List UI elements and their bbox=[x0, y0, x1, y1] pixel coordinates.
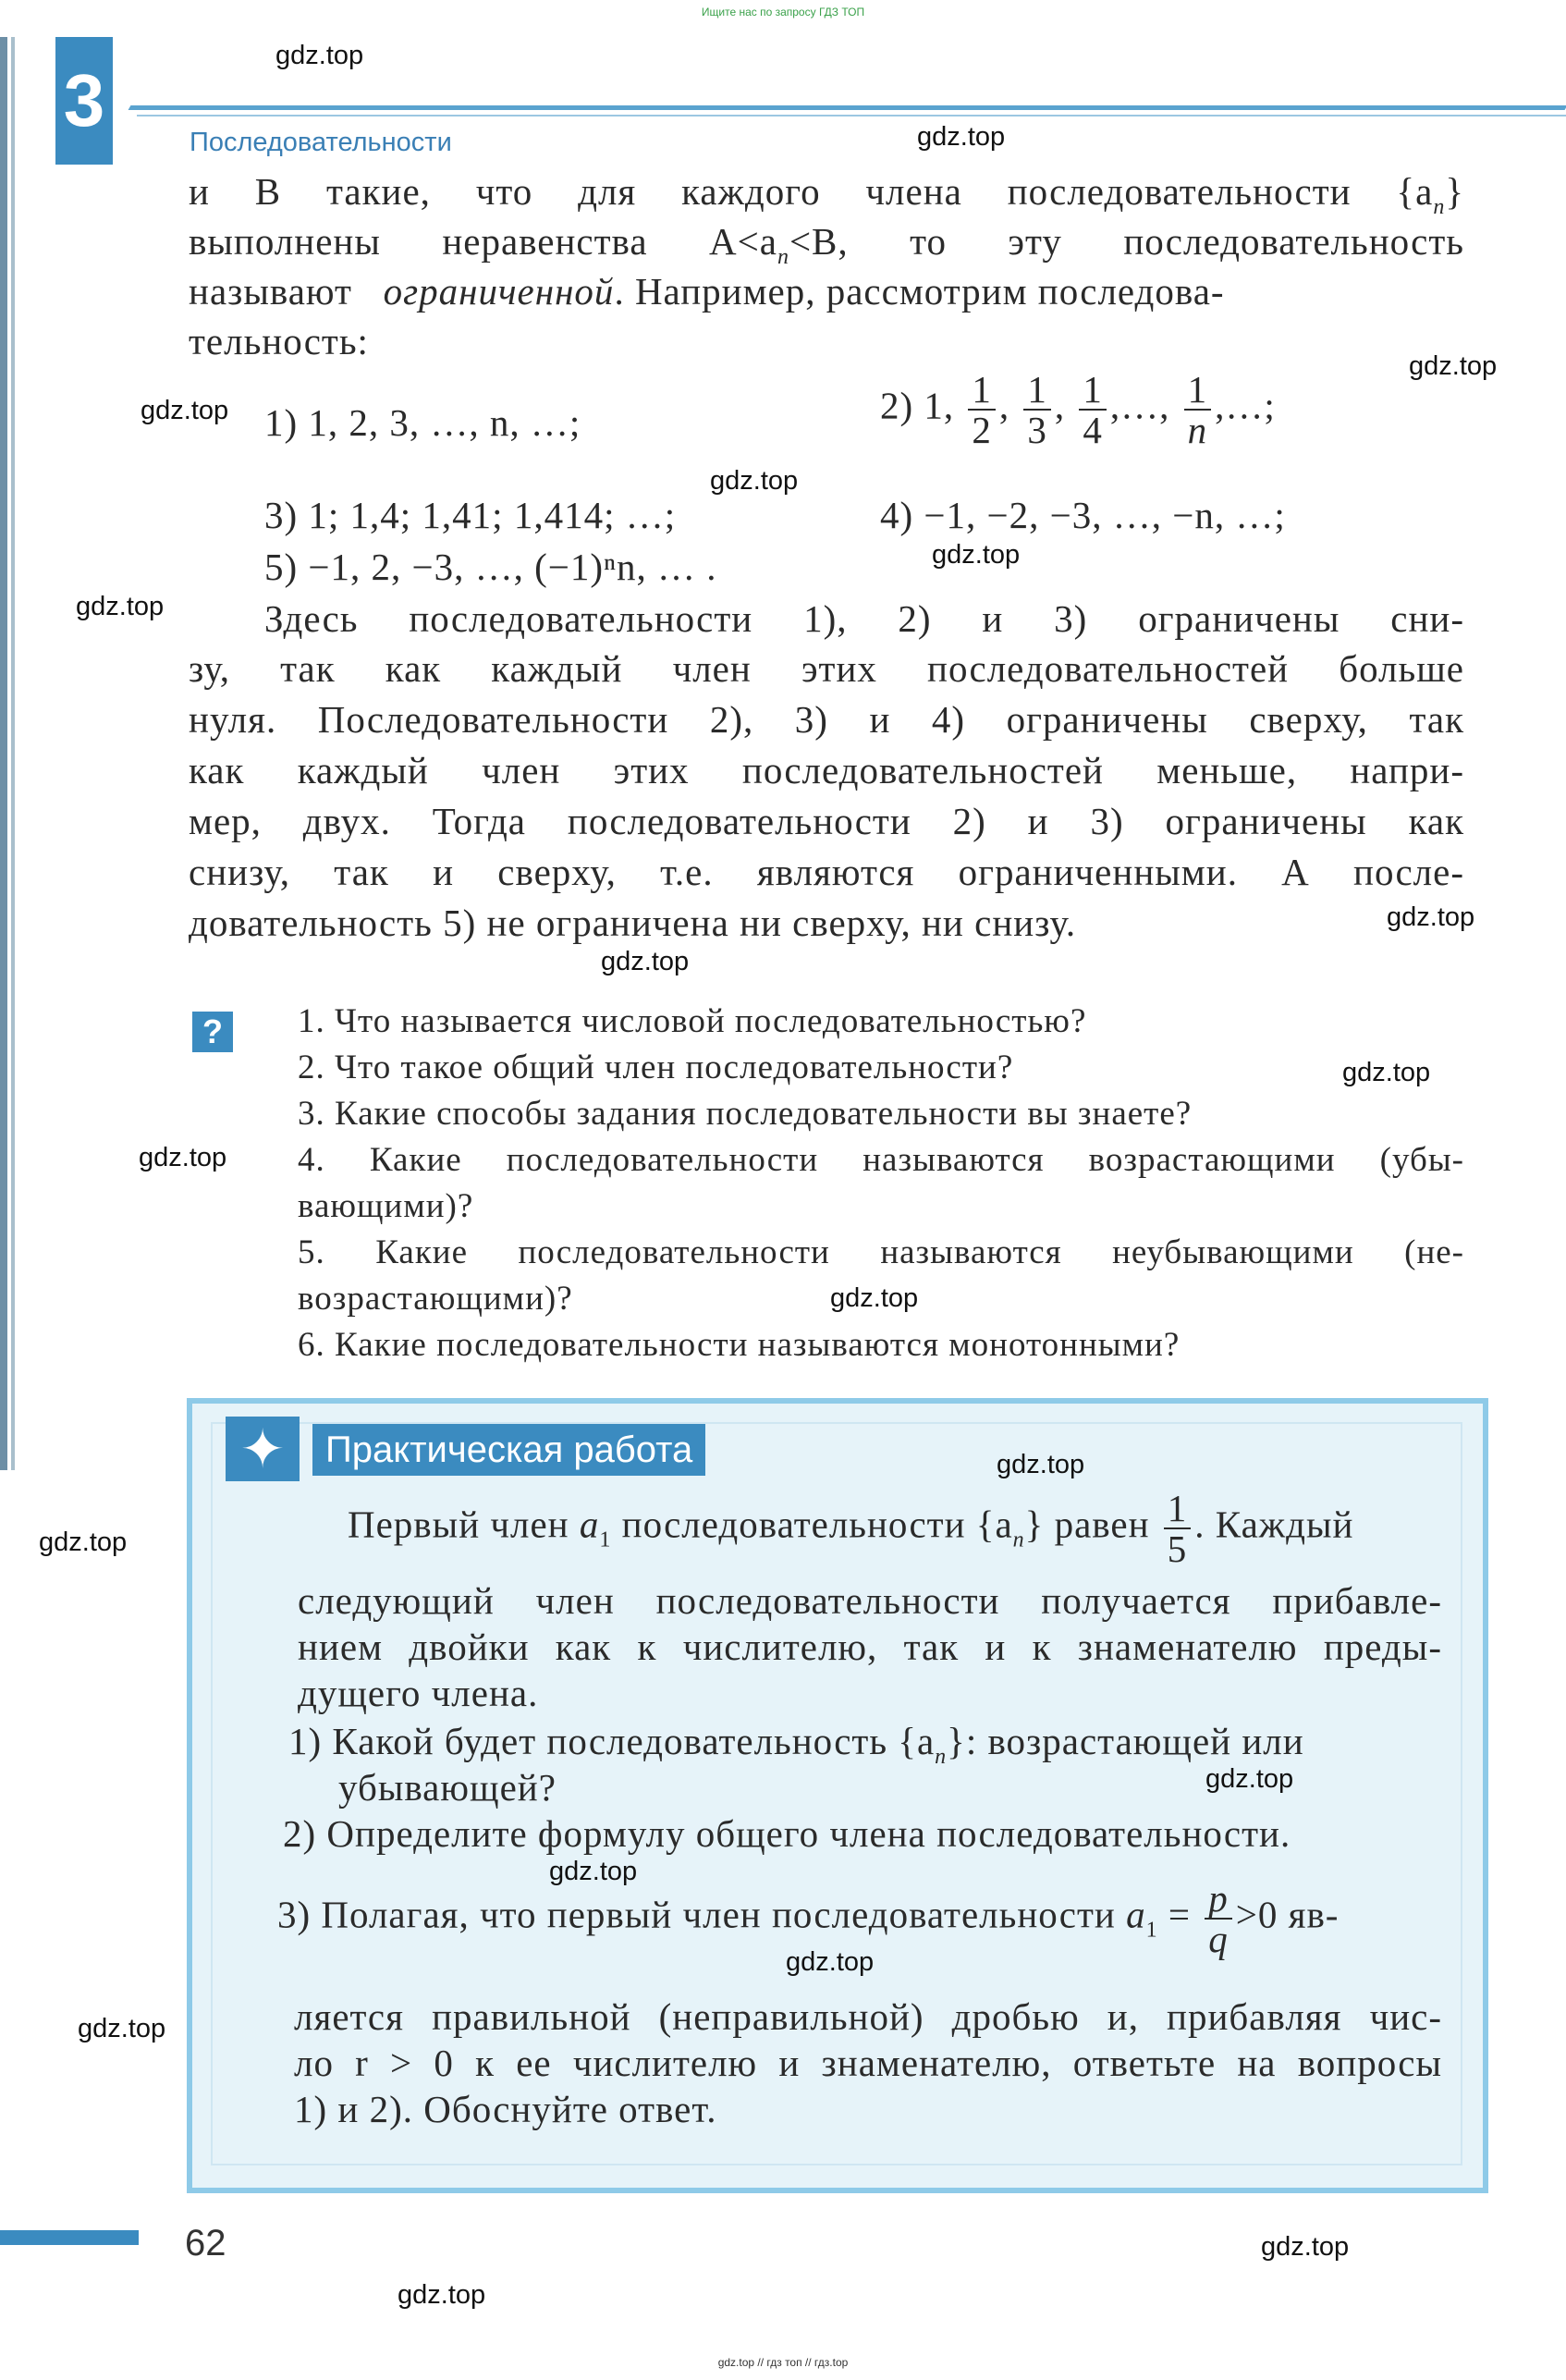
watermark: gdz.top bbox=[78, 2014, 166, 2043]
watermark: gdz.top bbox=[601, 947, 690, 976]
watermark: gdz.top bbox=[139, 1143, 227, 1172]
watermark: gdz.top bbox=[1387, 902, 1475, 932]
watermark: gdz.top bbox=[1205, 1764, 1294, 1794]
body-line-1: Здесь последовательности 1), 2) и 3) ограничены сни- bbox=[264, 597, 1464, 640]
intro-line-2: выполнены неравенства $A<a_n<B$, то эту последовательность bbox=[189, 220, 1464, 269]
watermark: gdz.top bbox=[398, 2280, 486, 2310]
chapter-number: 3 bbox=[55, 37, 113, 165]
watermark: gdz.top bbox=[39, 1527, 128, 1557]
example-3: 3) 1; 1,4; 1,41; 1,414; …; bbox=[264, 494, 677, 536]
question-5: 5. Какие последовательности называются неубывающими (не- bbox=[298, 1233, 1464, 1271]
top-banner: Ищите нас по запросу ГДЗ ТОП bbox=[701, 6, 865, 18]
body-line-6: снизу, так и сверху, т.е. являются ограниченными. А после- bbox=[189, 851, 1464, 893]
question-icon: ? bbox=[192, 1012, 233, 1052]
intro-line-1: и B такие, что для каждого члена последовательности $\{a_n\}$ bbox=[189, 170, 1464, 219]
page-number: 62 bbox=[185, 2223, 226, 2263]
left-margin-bar bbox=[0, 37, 7, 1470]
practice-question-3-line-4: 1) и 2). Обоснуйте ответ. bbox=[294, 2088, 717, 2130]
practice-line-3: нием двойки как к числителю, так и к знаменателю преды- bbox=[298, 1626, 1442, 1668]
header-rule bbox=[128, 105, 1566, 110]
bottom-footer: gdz.top // гдз топ // гдз.top bbox=[717, 2356, 849, 2369]
body-line-7: довательность 5) не ограничена ни сверху, ни снизу. bbox=[189, 902, 1077, 944]
body-line-3: нуля. Последовательности 2), 3) и 4) ограничены сверху, так bbox=[189, 698, 1464, 741]
watermark: gdz.top bbox=[917, 122, 1006, 152]
practice-line-2: следующий член последовательности получается прибавле- bbox=[298, 1579, 1442, 1622]
question-4-cont: вающими)? bbox=[298, 1187, 474, 1225]
watermark: gdz.top bbox=[710, 466, 799, 496]
practice-title: Практическая работа bbox=[312, 1424, 705, 1476]
watermark: gdz.top bbox=[549, 1857, 638, 1886]
practice-question-3-line-2: ляется правильной (неправильной) дробью и, прибавляя чис- bbox=[294, 1995, 1442, 2038]
header-rule-thin bbox=[137, 115, 1566, 117]
watermark: gdz.top bbox=[141, 396, 229, 425]
watermark: gdz.top bbox=[830, 1283, 919, 1313]
watermark: gdz.top bbox=[1409, 351, 1498, 381]
practice-question-3-line-3: ло r > 0 к ее числителю и знаменателю, ответьте на вопросы bbox=[294, 2042, 1442, 2084]
question-5-cont: возрастающими)? bbox=[298, 1280, 573, 1318]
practice-question-3: 3) Полагая, что первый член последовательности $a_1$ = $\frac{p}{q}$ >0 яв- bbox=[277, 1877, 1340, 1960]
question-3: 3. Какие способы задания последовательности вы знаете? bbox=[298, 1095, 1193, 1133]
question-6: 6. Какие последовательности называются монотонными? bbox=[298, 1326, 1181, 1364]
practice-question-1: 1) Какой будет последовательность $\{a_n\}$: возрастающей или bbox=[288, 1720, 1304, 1769]
body-line-4: как каждый член этих последовательностей меньше, напри- bbox=[189, 749, 1464, 791]
watermark: gdz.top bbox=[275, 41, 364, 70]
intro-line-3: называют ограниченной. Например, рассмотрим последова- bbox=[189, 270, 1225, 313]
watermark: gdz.top bbox=[1342, 1058, 1431, 1087]
left-margin-bar-secondary bbox=[11, 37, 15, 1470]
watermark: gdz.top bbox=[1261, 2232, 1350, 2262]
question-2: 2. Что такое общий член последовательности? bbox=[298, 1049, 1014, 1086]
watermark: gdz.top bbox=[997, 1450, 1085, 1479]
body-line-5: мер, двух. Тогда последовательности 2) и 3) ограничены как bbox=[189, 800, 1464, 842]
running-title: Последовательности bbox=[190, 128, 452, 157]
practice-line-4: дущего члена. bbox=[298, 1672, 539, 1714]
question-4: 4. Какие последовательности называются возрастающими (убы- bbox=[298, 1141, 1464, 1179]
watermark: gdz.top bbox=[76, 592, 165, 621]
term-bounded: ограниченной bbox=[383, 270, 615, 313]
practice-question-1-cont: убывающей? bbox=[338, 1766, 557, 1809]
example-2: 2) 1, $\frac{1}{2}$ , $\frac{1}{3}$ , $\frac{1}{4}$ ,…, $\frac{1}{n}$ ,…; bbox=[880, 368, 1276, 451]
intro-line-4: тельность: bbox=[189, 320, 369, 362]
example-1: 1) 1, 2, 3, …, n, …; bbox=[264, 401, 581, 444]
footer-bar bbox=[0, 2230, 139, 2245]
practice-question-2: 2) Определите формулу общего члена последовательности. bbox=[283, 1812, 1291, 1855]
example-5: 5) −1, 2, −3, …, (−1)ⁿn, … . bbox=[264, 546, 717, 588]
question-1: 1. Что называется числовой последовательностью? bbox=[298, 1002, 1087, 1040]
practice-line-1: Первый член $a_1$ последовательности $\{a_n\}$ равен $\frac{1}{5}$ . Каждый bbox=[348, 1487, 1354, 1570]
watermark: gdz.top bbox=[786, 1947, 875, 1977]
body-line-2: зу, так как каждый член этих последовательностей больше bbox=[189, 647, 1464, 690]
star-icon: ✦ bbox=[239, 1417, 286, 1480]
example-4: 4) −1, −2, −3, …, −n, …; bbox=[880, 494, 1286, 536]
watermark: gdz.top bbox=[932, 540, 1021, 570]
